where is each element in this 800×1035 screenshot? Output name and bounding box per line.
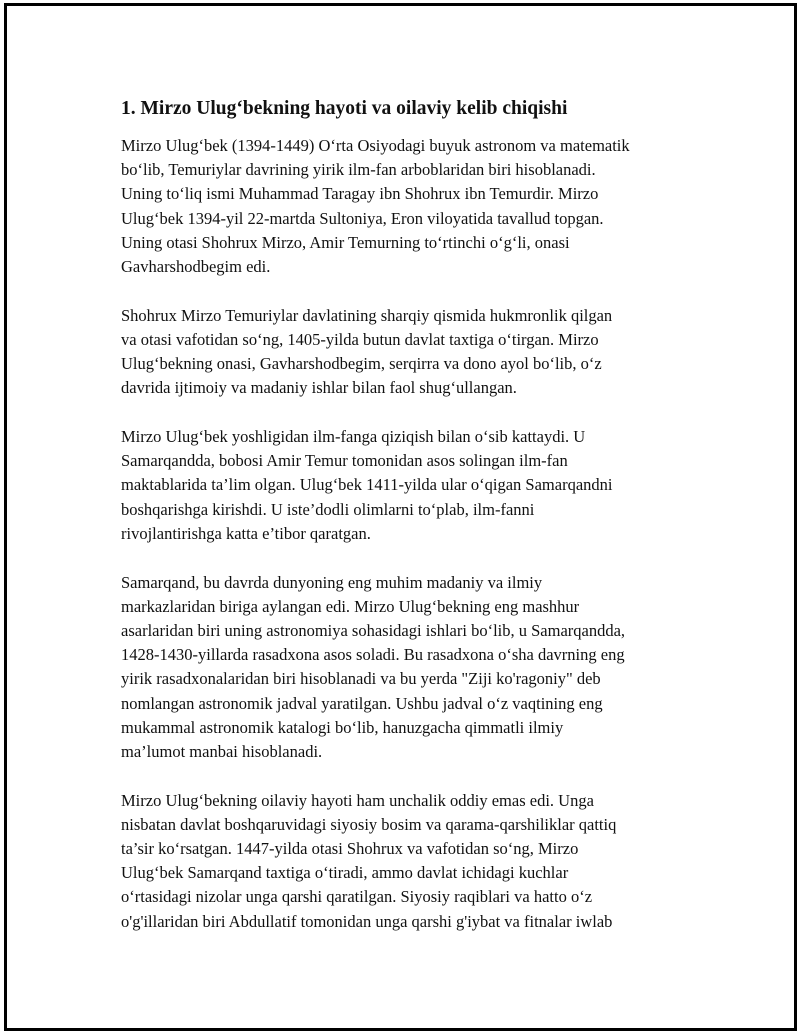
paragraph-5: [121, 789, 701, 934]
section-heading: 1. Mirzo Ulug‘bekning hayoti va oilaviy kelib chiqishi: [121, 98, 568, 119]
text-line: 1428-1430-yillarda rasadxona asos soladi. Bu rasadxona o‘sha davrning eng: [121, 645, 625, 665]
text-line: Mirzo Ulug‘bek yoshligidan ilm-fanga qiziqish bilan o‘sib kattaydi. U: [121, 427, 586, 447]
text-line: Shohrux Mirzo Temuriylar davlatining sharqiy qismida hukmronlik qilgan: [121, 305, 613, 325]
text-line: bo‘lib, Temuriylar davrining yirik ilm-fan arboblaridan biri hisoblanadi.: [121, 160, 596, 180]
text-line: rivojlantirishga katta e’tibor qaratgan.: [121, 523, 371, 543]
paragraph-2: [121, 304, 701, 401]
text-line: Gavharshodbegim edi.: [121, 257, 271, 277]
text-line: ma’lumot manbai hisoblanadi.: [121, 741, 323, 761]
paragraph-4: [121, 571, 701, 765]
text-line: Uning to‘liq ismi Muhammad Taragay ibn Shohrux ibn Temurdir. Mirzo: [121, 184, 599, 204]
text-line: ta’sir ko‘rsatgan. 1447-yilda otasi Shohrux va vafotidan so‘ng, Mirzo: [121, 839, 579, 859]
text-line: Uning otasi Shohrux Mirzo, Amir Temurning to‘rtinchi o‘g‘li, onasi: [121, 232, 570, 252]
text-line: boshqarishga kirishdi. U iste’dodli olimlarni to‘plab, ilm-fanni: [121, 499, 535, 519]
text-line: Ulug‘bek Samarqand taxtiga o‘tiradi, ammo davlat ichidagi kuchlar: [121, 863, 569, 883]
text-line: markazlaridan biriga aylangan edi. Mirzo Ulug‘bekning eng mashhur: [121, 596, 580, 616]
page-frame: [4, 3, 797, 1031]
paragraph-3: [121, 425, 701, 546]
text-line: va otasi vafotidan so‘ng, 1405-yilda butun davlat taxtiga o‘tirgan. Mirzo: [121, 329, 599, 349]
paragraph-1: [121, 134, 701, 279]
text-line: Mirzo Ulug‘bekning oilaviy hayoti ham unchalik oddiy emas edi. Unga: [121, 790, 594, 810]
text-line: asarlaridan biri uning astronomiya sohasidagi ishlari bo‘lib, u Samarqandda,: [121, 620, 626, 640]
text-line: maktablarida ta’lim olgan. Ulug‘bek 1411-yilda ular o‘qigan Samarqandni: [121, 475, 613, 495]
text-line: o‘rtasidagi nizolar unga qarshi qaratilgan. Siyosiy raqiblari va hatto o‘z: [121, 887, 593, 907]
text-line: nisbatan davlat boshqaruvidagi siyosiy bosim va qarama-qarshiliklar qattiq: [121, 814, 617, 834]
document-body: [121, 96, 701, 958]
text-line: yirik rasadxonalaridan biri hisoblanadi va bu yerda "Ziji ko'ragoniy" deb: [121, 669, 601, 689]
text-line: mukammal astronomik katalogi bo‘lib, hanuzgacha qimmatli ilmiy: [121, 717, 564, 737]
text-line: nomlangan astronomik jadval yaratilgan. Ushbu jadval o‘z vaqtining eng: [121, 693, 603, 713]
text-line: Ulug‘bek 1394-yil 22-martda Sultoniya, Eron viloyatida tavallud topgan.: [121, 208, 604, 228]
text-line: Samarqandda, bobosi Amir Temur tomonidan asos solingan ilm-fan: [121, 451, 568, 471]
text-line: Ulug‘bekning onasi, Gavharshodbegim, serqirra va dono ayol bo‘lib, o‘z: [121, 354, 602, 374]
text-line: o'g'illaridan biri Abdullatif tomonidan unga qarshi g'iybat va fitnalar iwlab: [121, 911, 613, 931]
text-line: davrida ijtimoiy va madaniy ishlar bilan faol shug‘ullangan.: [121, 378, 517, 398]
text-line: Mirzo Ulug‘bek (1394-1449) O‘rta Osiyodagi buyuk astronom va matematik: [121, 136, 630, 155]
text-line: Samarqand, bu davrda dunyoning eng muhim madaniy va ilmiy: [121, 572, 543, 592]
